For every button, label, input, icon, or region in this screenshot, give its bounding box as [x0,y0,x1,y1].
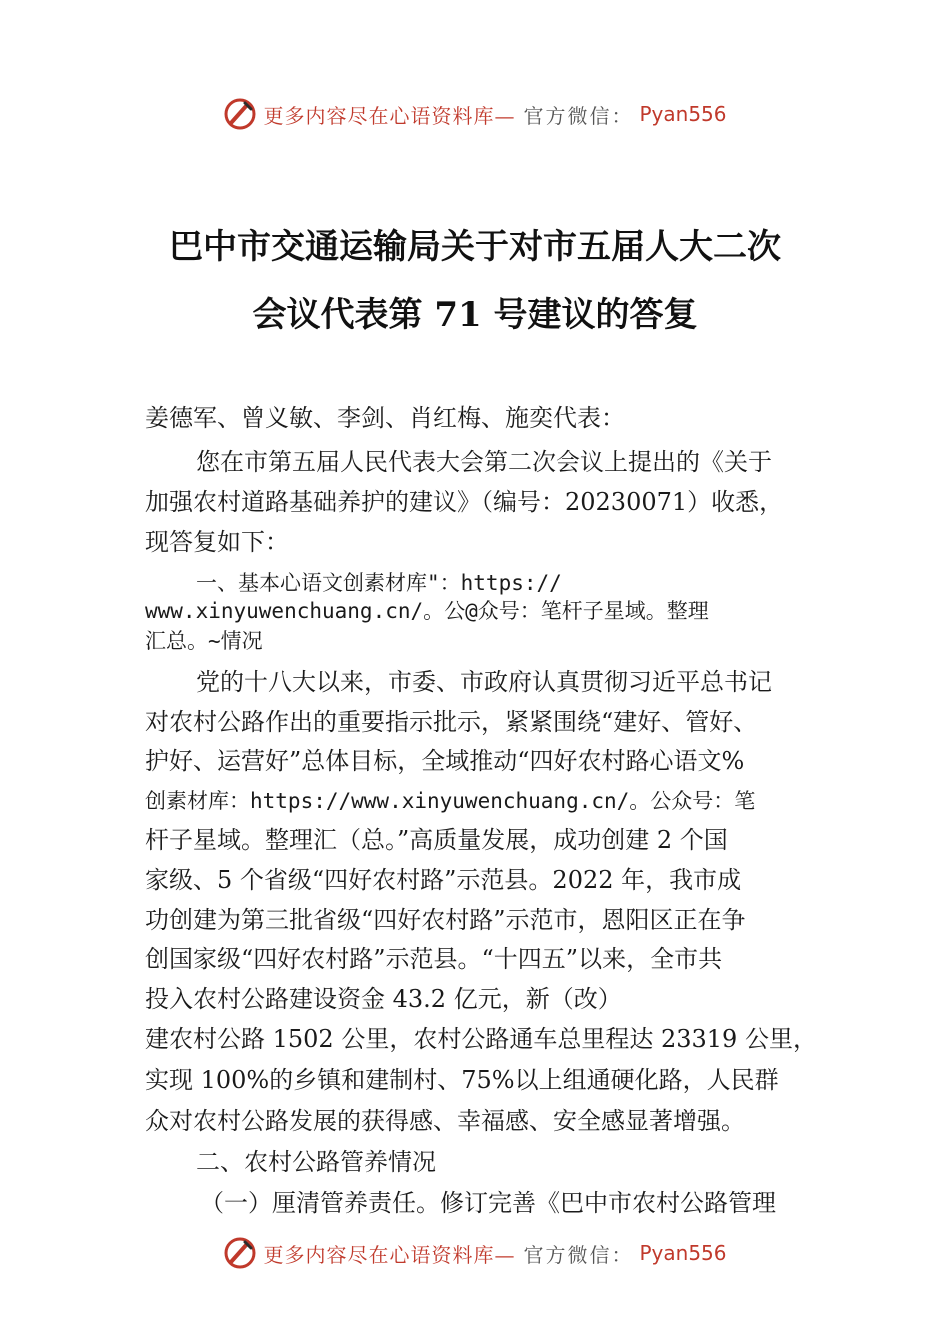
document-title-line-2: 会议代表第 71 号建议的答复 [252,295,698,335]
watermark-wechat-label: 官方微信： [523,103,634,128]
subsection-heading: （一）厘清管养责任。修订完善《巴中市农村公路管理 [200,1189,776,1217]
body-line: 您在市第五届人民代表大会第二次会议上提出的《关于 [196,448,772,476]
body-line: 家级、5 个省级“四好农村路”示范县。2022 年，我市成 [145,866,742,894]
watermark-banner-bottom [0,1233,950,1273]
brush-logo-icon [223,97,257,131]
body-line: 加强农村道路基础养护的建议》（编号：20230071）收悉， [145,488,784,516]
watermark-wechat-id: Pyan556 [639,102,727,126]
body-line: 实现 100%的乡镇和建制村、75%以上组通硬化路，人民群 [145,1066,779,1094]
body-line: 对农村公路作出的重要指示批示，紧紧围绕“建好、管好、 [145,708,758,736]
body-line: 创素材库：https://www.xinyuwenchuang.cn/。公众号：笔 [145,789,756,813]
watermark-text: 更多内容尽在心语资料库— [263,103,516,128]
body-line: 汇总。~情况 [145,629,263,653]
body-line: 建农村公路 1502 公里，农村公路通车总里程达 23319 公里， [145,1025,817,1053]
body-line: 党的十八大以来，市委、市政府认真贯彻习近平总书记 [196,668,772,696]
watermark-text: 更多内容尽在心语资料库— [263,1242,516,1267]
body-line: 众对农村公路发展的获得感、幸福感、安全感显著增强。 [145,1107,745,1135]
body-line: www.xinyuwenchuang.cn/。公@众号：笔杆子星域。整理 [145,599,709,623]
body-line: 投入农村公路建设资金 43.2 亿元，新（改） [145,985,622,1013]
watermark-wechat-label: 官方微信： [523,1242,634,1267]
body-line: 杆子星域。整理汇（总。”高质量发展，成功创建 2 个国 [145,826,728,854]
watermark-wechat-id: Pyan556 [639,1241,727,1265]
body-line: 现答复如下： [145,528,289,556]
body-line: 创国家级“四好农村路”示范县。“十四五”以来，全市共 [145,945,723,973]
watermark-banner-top [0,94,950,134]
section-heading-2: 二、农村公路管养情况 [196,1148,436,1176]
body-line: 护好、运营好”总体目标，全域推动“四好农村路心语文% [145,747,745,775]
brush-logo-icon [223,1236,257,1270]
section-heading-1: 一、基本心语文创素材库"：https:// [196,571,562,595]
salutation: 姜德军、曾义敏、李剑、肖红梅、施奕代表： [145,404,625,432]
document-title-line-1: 巴中市交通运输局关于对市五届人大二次 [169,227,781,267]
body-line: 功创建为第三批省级“四好农村路”示范市，恩阳区正在争 [145,906,746,934]
